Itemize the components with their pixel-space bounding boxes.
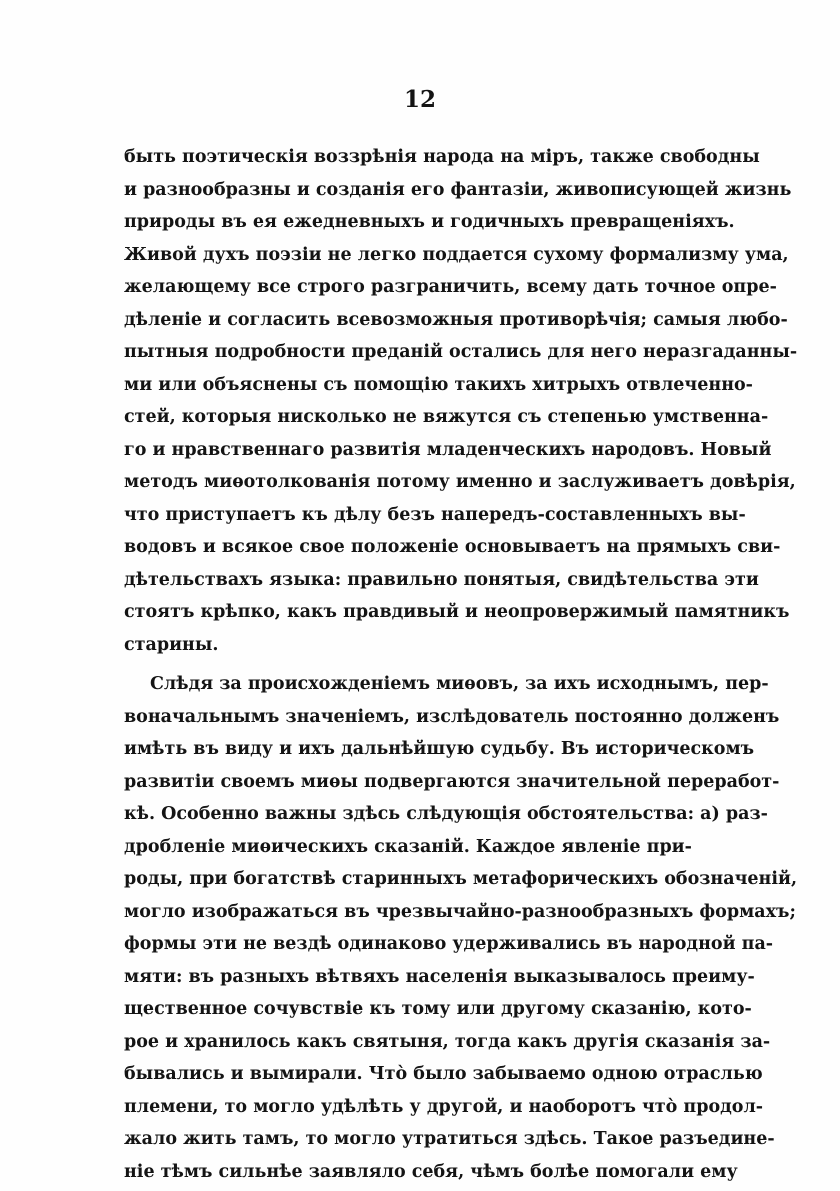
text-line: дѣтельствахъ языка: правильно понятыя, свидѣтельства эти	[124, 569, 759, 590]
text-line: кѣ. Особенно важны здѣсь слѣдующія обстоятельства: а) раз-	[124, 804, 768, 824]
text-line: ми или объяснены съ помощію такихъ хитрыхъ отвлеченно-	[124, 374, 753, 395]
body-text	[124, 141, 798, 1188]
text-line: ніе тѣмъ сильнѣе заявляло себя, чѣмъ болѣе помогали ему	[124, 1161, 738, 1182]
text-line: и разнообразны и созданія его фантазіи, живописующей жизнь	[124, 179, 792, 200]
text-line: го и нравственнаго развитія младенческихъ народовъ. Новый	[124, 439, 772, 460]
text-line: воначальнымъ значеніемъ, изслѣдователь постоянно долженъ	[124, 706, 780, 727]
text-line: пытныя подробности преданій остались для него неразгаданны-	[124, 342, 798, 362]
paragraph-1	[124, 141, 798, 661]
text-line: старины.	[124, 634, 219, 655]
text-line: быть поэтическія воззрѣнія народа на міръ, также свободны	[124, 147, 760, 167]
text-line: дробленіе миѳическихъ сказаній. Каждое явленіе при-	[124, 836, 692, 857]
text-line: Живой духъ поэзіи не легко поддается сухому формализму ума,	[124, 244, 789, 265]
text-line: рое и хранилось какъ святыня, тогда какъ другія сказанія за-	[124, 1031, 771, 1052]
text-line: природы въ ея ежедневныхъ и годичныхъ превращеніяхъ.	[124, 212, 735, 232]
text-line: могло изображаться въ чрезвычайно-разнообразныхъ формахъ;	[124, 901, 796, 922]
text-line: формы эти не вездѣ одинаково удерживались въ народной па-	[124, 934, 774, 954]
text-line: что приступаетъ къ дѣлу безъ напередъ-составленныхъ вы-	[124, 504, 746, 525]
text-line: желающему все строго разграничить, всему дать точное опре-	[124, 277, 777, 297]
text-line: Слѣдя за происхожденіемъ миѳовъ, за ихъ исходнымъ, пер-	[150, 674, 769, 694]
text-line: бывались и вымирали. Чтò было забываемо одною отраслью	[124, 1064, 763, 1084]
text-line: мяти: въ разныхъ вѣтвяхъ населенія выказывалось преиму-	[124, 966, 755, 987]
text-line: водовъ и всякое свое положеніе основываетъ на прямыхъ сви-	[124, 537, 781, 557]
paragraph-2	[124, 668, 798, 1188]
text-line: дѣленіе и согласить всевозможныя противорѣчія; самыя любо-	[124, 309, 788, 330]
text-line: имѣть въ виду и ихъ дальнѣйшую судьбу. Въ историческомъ	[124, 739, 755, 759]
text-line: развитіи своемъ миѳы подвергаются значительной переработ-	[124, 771, 780, 792]
text-line: племени, то могло удѣлѣть у другой, и наоборотъ чтò продол-	[124, 1096, 764, 1117]
text-line: роды, при богатствѣ старинныхъ метафорическихъ обозначеній,	[124, 869, 798, 889]
text-line: щественное сочувствіе къ тому или другому сказанію, кото-	[124, 999, 752, 1019]
text-line: стей, которыя нисколько не вяжутся съ степенью умственна-	[124, 407, 769, 427]
page-number: 12	[403, 86, 436, 113]
text-line: стоятъ крѣпко, какъ правдивый и неопровержимый памятникъ	[124, 602, 790, 622]
text-line: методъ миѳотолкованія потому именно и заслуживаетъ довѣрія,	[124, 472, 796, 492]
text-line: жало жить тамъ, то могло утратиться здѣсь. Такое разъедине-	[124, 1129, 775, 1149]
